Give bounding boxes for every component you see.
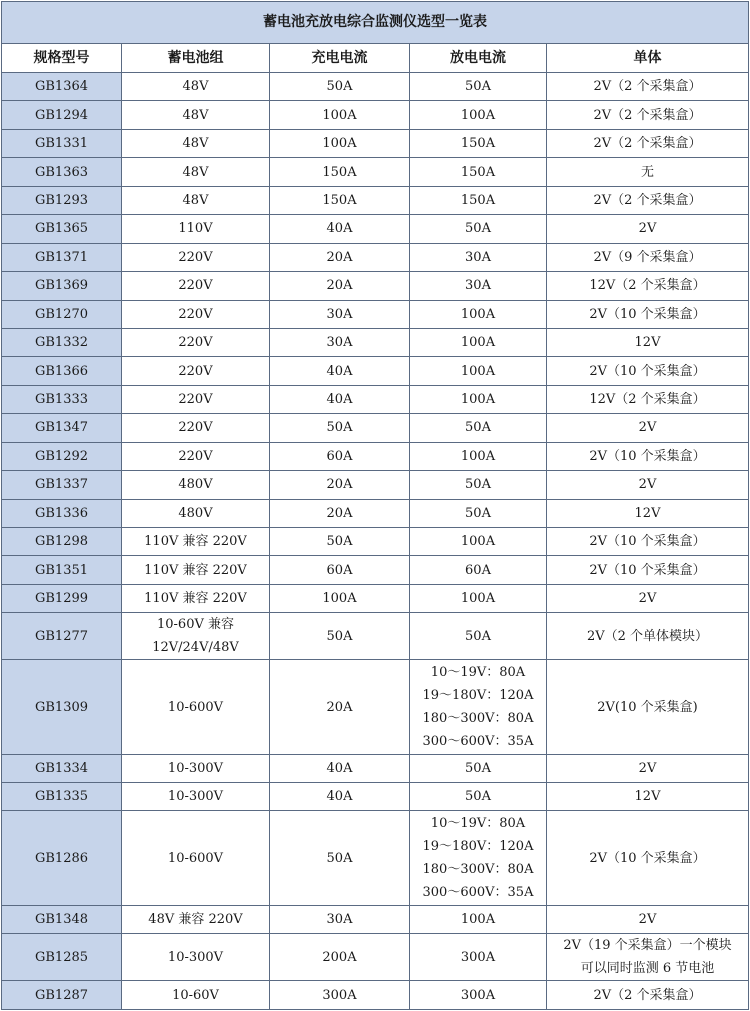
battery-group-cell (122, 243, 270, 271)
battery-group-cell (122, 129, 270, 157)
discharge-current-cell (410, 528, 547, 556)
header-charge-current: 充电电流 (270, 44, 410, 73)
discharge-current-cell (410, 186, 547, 214)
charge-current-cell (270, 272, 410, 300)
model-cell: GB1285 (2, 934, 122, 981)
discharge-current-cell-line: 100A (460, 534, 496, 550)
discharge-current-cell-line: 100A (460, 107, 496, 123)
battery-group-cell-line: 220V (178, 278, 213, 294)
charge-current-cell-line: 50A (326, 534, 353, 550)
discharge-current-cell (410, 357, 547, 385)
charge-current-cell (270, 328, 410, 356)
battery-group-cell-line: 220V (178, 448, 213, 464)
cell-spec-cell (547, 357, 749, 385)
discharge-current-cell (410, 905, 547, 933)
table-row (2, 385, 749, 413)
charge-current-cell (270, 471, 410, 499)
cell-spec-cell-line: 2V（2 个采集盒） (593, 136, 702, 152)
cell-spec-cell (547, 385, 749, 413)
discharge-current-cell-line: 100A (460, 335, 496, 351)
discharge-current-cell-line: 150A (460, 136, 496, 152)
cell-spec-cell-line: 2V(10 个采集盒) (597, 699, 698, 715)
charge-current-cell (270, 186, 410, 214)
battery-group-cell-line: 220V (178, 335, 213, 351)
table-row (2, 556, 749, 584)
battery-group-cell (122, 584, 270, 612)
cell-spec-cell-line: 2V (638, 420, 657, 436)
table-row (2, 158, 749, 186)
charge-current-cell (270, 300, 410, 328)
cell-spec-cell-line: 2V（10 个采集盒） (589, 534, 706, 550)
battery-group-cell-line: 12V/24V/48V (152, 640, 239, 656)
table-row (2, 414, 749, 442)
battery-group-cell-line: 220V (178, 420, 213, 436)
discharge-current-cell-line: 150A (460, 192, 496, 208)
model-cell: GB1277 (2, 613, 122, 660)
table-row (2, 584, 749, 612)
cell-spec-cell-line: 2V（2 个采集盒） (593, 987, 702, 1003)
cell-spec-cell (547, 215, 749, 243)
cell-spec-cell-line: 2V（19 个采集盒）一个模块 (563, 938, 732, 954)
table-row (2, 300, 749, 328)
discharge-current-cell (410, 73, 547, 101)
cell-spec-cell (547, 328, 749, 356)
model-cell: GB1365 (2, 215, 122, 243)
battery-group-cell-line: 48V 兼容 220V (148, 911, 243, 927)
discharge-current-cell-line: 19～180V：120A (422, 688, 534, 703)
discharge-current-cell (410, 328, 547, 356)
discharge-current-cell (410, 243, 547, 271)
table-row (2, 243, 749, 271)
discharge-current-cell-line: 100A (460, 392, 496, 408)
battery-group-cell (122, 300, 270, 328)
discharge-current-cell (410, 215, 547, 243)
model-cell: GB1364 (2, 73, 122, 101)
charge-current-cell (270, 754, 410, 782)
discharge-current-cell-line: 180～300V：80A (422, 711, 534, 726)
cell-spec-cell (547, 101, 749, 129)
charge-current-cell-line: 50A (326, 850, 353, 866)
charge-current-cell (270, 215, 410, 243)
discharge-current-cell-line: 19～180V：120A (422, 839, 534, 855)
battery-group-cell-line: 10-60V 兼容 (157, 617, 234, 633)
table-row (2, 101, 749, 129)
model-cell: GB1371 (2, 243, 122, 271)
charge-current-cell-line: 150A (322, 164, 357, 180)
battery-group-cell-line: 48V (182, 192, 209, 208)
charge-current-cell-line: 40A (326, 221, 353, 237)
charge-current-cell (270, 934, 410, 981)
charge-current-cell (270, 243, 410, 271)
discharge-current-cell (410, 934, 547, 981)
charge-current-cell-line: 150A (322, 192, 357, 208)
battery-group-cell-line: 110V 兼容 220V (144, 591, 247, 607)
cell-spec-cell-line: 12V（2 个采集盒） (589, 392, 706, 408)
discharge-current-cell-line: 50A (465, 420, 491, 436)
charge-current-cell-line: 200A (322, 949, 357, 965)
battery-group-cell (122, 186, 270, 214)
discharge-current-cell-line: 100A (460, 363, 496, 379)
discharge-current-cell-line: 50A (465, 789, 491, 805)
cell-spec-cell (547, 660, 749, 754)
table-row (2, 528, 749, 556)
cell-spec-cell-line: 12V（2 个采集盒） (589, 278, 706, 294)
cell-spec-cell-line: 2V（10 个采集盒） (589, 562, 706, 578)
battery-group-cell (122, 660, 270, 754)
battery-group-cell (122, 272, 270, 300)
charge-current-cell-line: 60A (326, 562, 353, 578)
discharge-current-cell-line: 30A (465, 278, 491, 294)
cell-spec-cell (547, 186, 749, 214)
charge-current-cell-line: 100A (322, 107, 357, 123)
battery-group-cell (122, 556, 270, 584)
table-row (2, 471, 749, 499)
cell-spec-cell (547, 934, 749, 981)
battery-group-cell (122, 442, 270, 470)
discharge-current-cell-line: 60A (465, 562, 491, 578)
battery-group-cell-line: 110V 兼容 220V (144, 562, 247, 578)
spec-table (1, 1, 749, 1010)
model-cell: GB1337 (2, 471, 122, 499)
discharge-current-cell-line: 100A (460, 448, 496, 464)
cell-spec-cell-line: 2V（2 个采集盒） (593, 79, 702, 95)
table-row (2, 613, 749, 660)
table-row (2, 328, 749, 356)
battery-group-cell (122, 385, 270, 413)
model-cell: GB1351 (2, 556, 122, 584)
charge-current-cell (270, 73, 410, 101)
charge-current-cell (270, 528, 410, 556)
table-row (2, 272, 749, 300)
cell-spec-cell (547, 499, 749, 527)
battery-group-cell (122, 528, 270, 556)
cell-spec-cell (547, 442, 749, 470)
battery-group-cell (122, 357, 270, 385)
cell-spec-cell-line: 2V（9 个采集盒） (593, 249, 702, 265)
charge-current-cell-line: 30A (326, 335, 353, 351)
battery-group-cell-line: 110V (178, 221, 213, 237)
discharge-current-cell-line: 100A (460, 591, 496, 607)
table-row (2, 934, 749, 981)
charge-current-cell-line: 20A (326, 699, 353, 715)
cell-spec-cell-line: 2V（2 个采集盒） (593, 192, 702, 208)
battery-group-cell (122, 981, 270, 1010)
table-row (2, 499, 749, 527)
model-cell: GB1286 (2, 811, 122, 905)
cell-spec-cell-line: 12V (634, 335, 661, 351)
cell-spec-cell-line: 可以同时监测 6 节电池 (580, 961, 715, 977)
charge-current-cell-line: 20A (326, 249, 353, 265)
model-cell: GB1294 (2, 101, 122, 129)
cell-spec-cell (547, 414, 749, 442)
header-battery-group: 蓄电池组 (122, 44, 270, 73)
header-model: 规格型号 (2, 44, 122, 73)
discharge-current-cell (410, 499, 547, 527)
discharge-current-cell-line: 50A (465, 628, 491, 644)
charge-current-cell-line: 50A (326, 79, 353, 95)
charge-current-cell-line: 40A (326, 392, 353, 408)
cell-spec-cell-line: 2V (638, 221, 657, 237)
battery-group-cell-line: 480V (178, 477, 213, 493)
cell-spec-cell (547, 981, 749, 1010)
table-title: 蓄电池充放电综合监测仪选型一览表 (2, 2, 749, 44)
cell-spec-cell (547, 905, 749, 933)
discharge-current-cell-line: 300A (460, 987, 496, 1003)
cell-spec-cell-line: 2V (638, 760, 657, 776)
model-cell: GB1366 (2, 357, 122, 385)
battery-group-cell (122, 414, 270, 442)
cell-spec-cell-line: 2V (638, 477, 657, 493)
battery-group-cell-line: 48V (182, 136, 209, 152)
cell-spec-cell-line: 2V (638, 911, 657, 927)
model-cell: GB1348 (2, 905, 122, 933)
battery-group-cell (122, 783, 270, 811)
charge-current-cell-line: 30A (326, 911, 353, 927)
charge-current-cell-line: 40A (326, 363, 353, 379)
model-cell: GB1299 (2, 584, 122, 612)
battery-group-cell-line: 220V (178, 392, 213, 408)
cell-spec-cell-line: 2V（10 个采集盒） (589, 850, 706, 866)
cell-spec-cell-line: 2V（10 个采集盒） (589, 363, 706, 379)
charge-current-cell (270, 584, 410, 612)
charge-current-cell-line: 100A (322, 136, 357, 152)
cell-spec-cell-line: 2V (638, 591, 657, 607)
cell-spec-cell-line: 2V（10 个采集盒） (589, 448, 706, 464)
discharge-current-cell (410, 584, 547, 612)
charge-current-cell (270, 981, 410, 1010)
charge-current-cell (270, 129, 410, 157)
discharge-current-cell-line: 50A (465, 477, 491, 493)
battery-group-cell-line: 10-300V (167, 789, 224, 805)
cell-spec-cell (547, 811, 749, 905)
model-cell: GB1331 (2, 129, 122, 157)
table-row (2, 129, 749, 157)
discharge-current-cell (410, 272, 547, 300)
discharge-current-cell (410, 385, 547, 413)
table-row (2, 905, 749, 933)
model-cell: GB1334 (2, 754, 122, 782)
cell-spec-cell (547, 556, 749, 584)
model-cell: GB1335 (2, 783, 122, 811)
charge-current-cell-line: 30A (326, 306, 353, 322)
discharge-current-cell (410, 660, 547, 754)
charge-current-cell (270, 660, 410, 754)
charge-current-cell (270, 499, 410, 527)
battery-group-cell (122, 158, 270, 186)
table-row (2, 186, 749, 214)
table-row (2, 660, 749, 754)
battery-group-cell-line: 110V 兼容 220V (144, 534, 247, 550)
discharge-current-cell (410, 129, 547, 157)
discharge-current-cell-line: 100A (460, 306, 496, 322)
charge-current-cell (270, 385, 410, 413)
discharge-current-cell-line: 10～19V：80A (430, 816, 526, 832)
battery-group-cell (122, 101, 270, 129)
discharge-current-cell-line: 50A (465, 505, 491, 521)
battery-group-cell-line: 10-60V (172, 987, 219, 1003)
charge-current-cell (270, 101, 410, 129)
cell-spec-cell (547, 528, 749, 556)
charge-current-cell-line: 300A (322, 987, 357, 1003)
charge-current-cell-line: 20A (326, 477, 353, 493)
battery-group-cell (122, 905, 270, 933)
table-row (2, 754, 749, 782)
charge-current-cell (270, 905, 410, 933)
charge-current-cell (270, 357, 410, 385)
discharge-current-cell-line: 180～300V：80A (422, 862, 534, 878)
discharge-current-cell (410, 783, 547, 811)
model-cell: GB1298 (2, 528, 122, 556)
discharge-current-cell (410, 414, 547, 442)
discharge-current-cell (410, 754, 547, 782)
model-cell: GB1347 (2, 414, 122, 442)
cell-spec-cell (547, 471, 749, 499)
battery-group-cell (122, 754, 270, 782)
table-row (2, 811, 749, 905)
table-row (2, 442, 749, 470)
battery-group-cell-line: 220V (178, 363, 213, 379)
battery-group-cell (122, 328, 270, 356)
model-cell: GB1309 (2, 660, 122, 754)
cell-spec-cell (547, 754, 749, 782)
model-cell: GB1332 (2, 328, 122, 356)
cell-spec-cell-line: 2V（2 个采集盒） (593, 107, 702, 123)
table-row (2, 981, 749, 1010)
battery-group-cell (122, 215, 270, 243)
table-row (2, 215, 749, 243)
charge-current-cell-line: 50A (326, 420, 353, 436)
table-row (2, 357, 749, 385)
battery-group-cell-line: 220V (178, 306, 213, 322)
cell-spec-cell (547, 584, 749, 612)
battery-group-cell-line: 10-600V (167, 699, 224, 715)
cell-spec-cell-line: 2V（10 个采集盒） (589, 306, 706, 322)
header-cell: 单体 (547, 44, 749, 73)
discharge-current-cell (410, 300, 547, 328)
charge-current-cell-line: 40A (326, 789, 353, 805)
model-cell: GB1293 (2, 186, 122, 214)
charge-current-cell (270, 556, 410, 584)
charge-current-cell-line: 100A (322, 591, 357, 607)
discharge-current-cell-line: 300～600V：35A (422, 885, 534, 901)
table-body (2, 73, 749, 1010)
discharge-current-cell-line: 50A (465, 221, 491, 237)
table-row (2, 783, 749, 811)
cell-spec-cell (547, 613, 749, 660)
discharge-current-cell (410, 442, 547, 470)
discharge-current-cell-line: 10～19V：80A (430, 665, 526, 680)
discharge-current-cell-line: 50A (465, 760, 491, 776)
discharge-current-cell-line: 50A (465, 79, 491, 95)
charge-current-cell (270, 811, 410, 905)
charge-current-cell (270, 158, 410, 186)
discharge-current-cell-line: 300A (460, 949, 496, 965)
charge-current-cell (270, 442, 410, 470)
discharge-current-cell (410, 981, 547, 1010)
battery-group-cell (122, 811, 270, 905)
cell-spec-cell (547, 783, 749, 811)
discharge-current-cell (410, 101, 547, 129)
discharge-current-cell (410, 613, 547, 660)
cell-spec-cell-line: 12V (634, 789, 661, 805)
battery-group-cell (122, 934, 270, 981)
model-cell: GB1292 (2, 442, 122, 470)
discharge-current-cell-line: 100A (460, 911, 496, 927)
model-cell: GB1336 (2, 499, 122, 527)
cell-spec-cell (547, 158, 749, 186)
model-cell: GB1287 (2, 981, 122, 1010)
cell-spec-cell-line: 2V（2 个单体模块） (586, 628, 709, 644)
battery-group-cell (122, 499, 270, 527)
model-cell: GB1369 (2, 272, 122, 300)
battery-group-cell-line: 10-600V (167, 850, 224, 866)
discharge-current-cell-line: 300～600V：35A (422, 734, 534, 749)
battery-group-cell-line: 10-300V (167, 760, 224, 776)
discharge-current-cell (410, 556, 547, 584)
battery-group-cell-line: 48V (182, 79, 209, 95)
discharge-current-cell-line: 150A (460, 164, 496, 180)
model-cell: GB1333 (2, 385, 122, 413)
model-cell: GB1270 (2, 300, 122, 328)
charge-current-cell-line: 40A (326, 760, 353, 776)
discharge-current-cell (410, 158, 547, 186)
cell-spec-cell-line: 无 (641, 164, 655, 180)
table-row (2, 73, 749, 101)
discharge-current-cell (410, 811, 547, 905)
model-cell: GB1363 (2, 158, 122, 186)
discharge-current-cell-line: 30A (465, 249, 491, 265)
discharge-current-cell (410, 471, 547, 499)
cell-spec-cell (547, 73, 749, 101)
cell-spec-cell (547, 243, 749, 271)
cell-spec-cell (547, 272, 749, 300)
header-discharge-current: 放电电流 (410, 44, 547, 73)
charge-current-cell-line: 20A (326, 278, 353, 294)
cell-spec-cell (547, 129, 749, 157)
battery-group-cell (122, 73, 270, 101)
charge-current-cell (270, 783, 410, 811)
battery-group-cell-line: 48V (182, 164, 209, 180)
cell-spec-cell-line: 12V (634, 505, 661, 521)
charge-current-cell (270, 613, 410, 660)
battery-group-cell-line: 48V (182, 107, 209, 123)
battery-group-cell (122, 471, 270, 499)
charge-current-cell-line: 20A (326, 505, 353, 521)
charge-current-cell-line: 50A (326, 628, 353, 644)
battery-group-cell-line: 480V (178, 505, 213, 521)
cell-spec-cell (547, 300, 749, 328)
battery-group-cell-line: 220V (178, 249, 213, 265)
charge-current-cell (270, 414, 410, 442)
battery-group-cell (122, 613, 270, 660)
battery-group-cell-line: 10-300V (167, 949, 224, 965)
charge-current-cell-line: 60A (326, 448, 353, 464)
